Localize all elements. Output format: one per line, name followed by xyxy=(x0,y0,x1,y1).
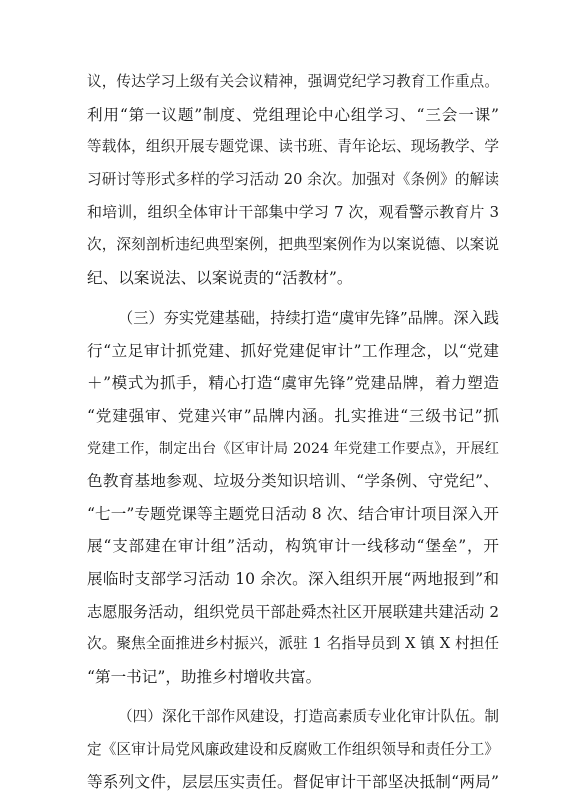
text-line: 次。聚焦全面推进乡村振兴，派驻 1 名指导员到 X 镇 X 村担任 xyxy=(87,635,499,653)
text-line: 党建工作，制定出台《区审计局 2024 年党建工作要点》，开展红 xyxy=(87,440,499,457)
text-line: 行“立足审计抓党建、抓好党建促审计”工作理念，以“党建 xyxy=(87,341,499,360)
text-line: （四）深化干部作风建设，打造高素质专业化审计队伍。制 xyxy=(118,708,499,726)
text-line: 议，传达学习上级有关会议精神，强调党纪学习教育工作重点。 xyxy=(87,73,499,90)
text-line: 展“支部建在审计组”活动，构筑审计一线移动“堡垒”，开 xyxy=(87,537,499,556)
text-line: 定《区审计局党风廉政建设和反腐败工作组织领导和责任分工》 xyxy=(87,740,499,758)
text-line: 等载体，组织开展专题党课、读书班、青年论坛、现场教学、学 xyxy=(87,138,499,156)
paragraph-spacer xyxy=(87,294,499,302)
text-line: 习研讨等形式多样的学习活动 20 余次。加强对《条例》的解读 xyxy=(87,170,499,188)
paragraph-party-building xyxy=(87,302,499,693)
text-line: 等系列文件，层层压实责任。督促审计干部坚决抵制“两局” xyxy=(87,773,499,792)
text-line: 次，深刻剖析违纪典型案例，把典型案例作为以案说德、以案说 xyxy=(87,235,499,253)
text-line: （三）夯实党建基础，持续打造“虞审先锋”品牌。深入践 xyxy=(118,309,499,328)
paragraph-study-activities xyxy=(87,66,499,294)
document-body xyxy=(87,66,499,799)
text-line: 利用“第一议题”制度、党组理论中心组学习、“三会一课” xyxy=(87,105,499,124)
text-line: 展临时支部学习活动 10 余次。深入组织开展“两地报到”和 xyxy=(87,569,499,588)
text-line: “党建强审、党建兴审”品牌内涵。扎实推进“三级书记”抓 xyxy=(87,406,499,425)
paragraph-work-style xyxy=(87,701,499,799)
text-line: 志愿服务活动，组织党员干部赴舜杰社区开展联建共建活动 2 xyxy=(87,602,499,621)
text-line: 色教育基地参观、垃圾分类知识培训、“学条例、守党纪”、 xyxy=(87,472,499,491)
paragraph-spacer xyxy=(87,693,499,701)
text-line: “七一”专题党课等主题党日活动 8 次、结合审计项目深入开 xyxy=(87,504,499,523)
text-line: 纪、以案说法、以案说责的“活教材”。 xyxy=(87,268,353,287)
text-line: ＋”模式为抓手，精心打造“虞审先锋”党建品牌，着力塑造 xyxy=(87,374,499,393)
text-line: “第一书记”，助推乡村增收共富。 xyxy=(87,667,322,686)
text-line: 和培训，组织全体审计干部集中学习 7 次，观看警示教育片 3 xyxy=(87,203,499,222)
